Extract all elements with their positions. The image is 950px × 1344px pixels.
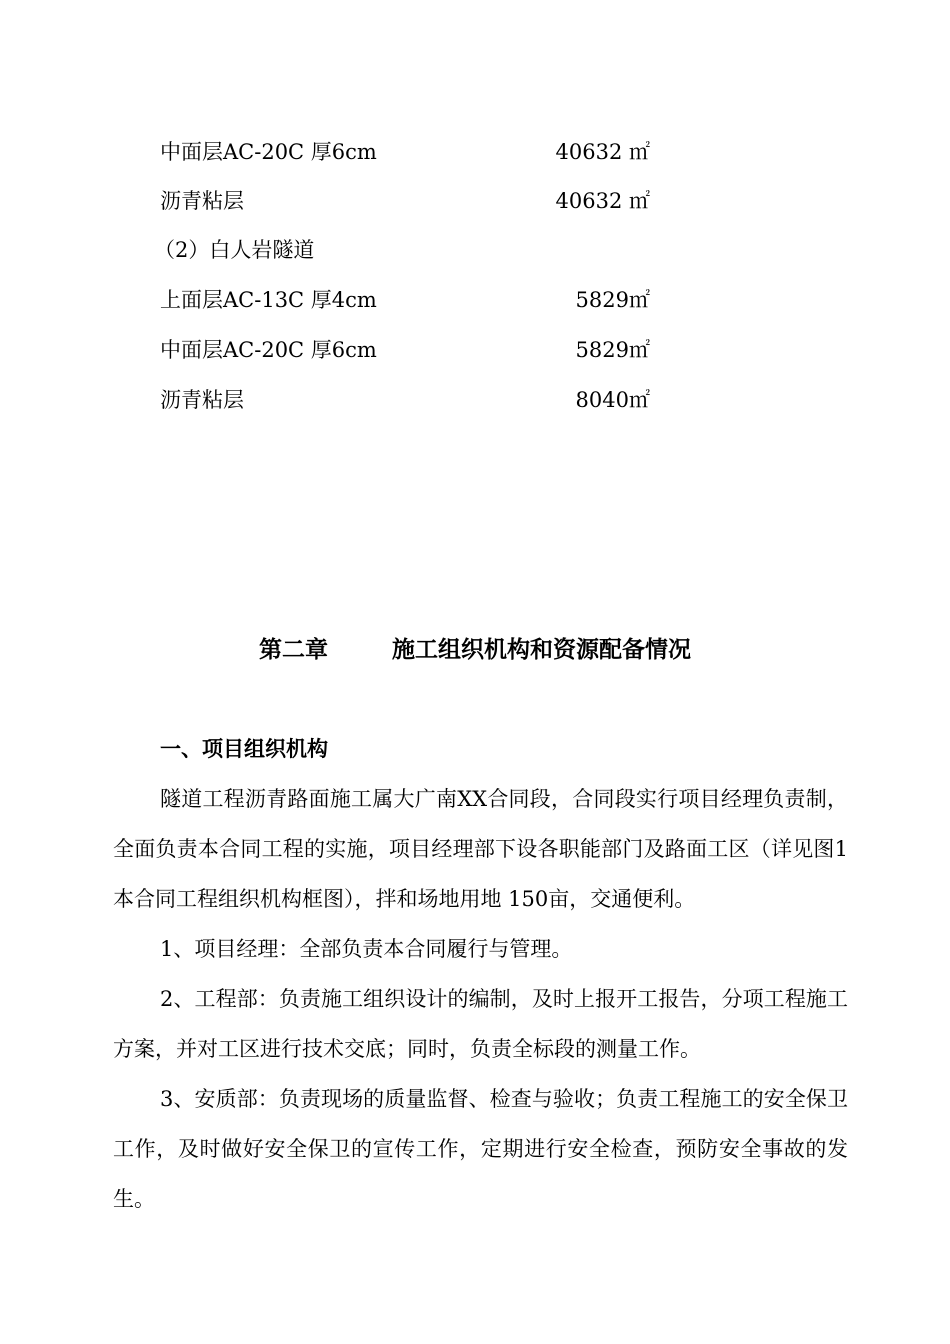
quantity-item-name: 上面层AC-13C 厚4cm xyxy=(160,288,377,312)
quantity-row xyxy=(160,335,650,365)
quantity-item-name: 中面层AC-20C 厚6cm xyxy=(160,140,377,164)
quantity-item-value: 5829㎡ xyxy=(575,338,650,362)
body-paragraph: 3、安质部：负责现场的质量监督、检查与验收；负责工程施工的安全保卫工作，及时做好安全保卫的宣传工作，定期进行安全检查，预防安全事故的发生。 xyxy=(113,1087,848,1211)
quantity-item-value: 5829㎡ xyxy=(575,288,650,312)
chapter-title: 第二章 施工组织机构和资源配备情况 xyxy=(258,637,692,663)
quantity-item-name: 沥青粘层 xyxy=(160,189,244,213)
quantity-item-name: 中面层AC-20C 厚6cm xyxy=(160,338,377,362)
body-paragraph: 2、工程部：负责施工组织设计的编制，及时上报开工报告，分项工程施工方案，并对工区进行技术交底；同时，负责全标段的测量工作。 xyxy=(113,987,848,1061)
quantity-row xyxy=(160,285,650,315)
quantity-row xyxy=(160,186,650,216)
quantity-item-value: 40632 ㎡ xyxy=(555,140,650,164)
subsection-heading: （2）白人岩隧道 xyxy=(154,238,315,262)
quantity-row xyxy=(160,385,650,415)
body-paragraph: 隧道工程沥青路面施工属大广南XX合同段，合同段实行项目经理负责制，全面负责本合同工程的实施，项目经理部下设各职能部门及路面工区（详见图1本合同工程组织机构框图），拌和场地用地 150亩，交通便利。 xyxy=(113,787,848,911)
quantity-item-name: 沥青粘层 xyxy=(160,388,244,412)
body-paragraph: 1、项目经理：全部负责本合同履行与管理。 xyxy=(160,937,573,961)
quantity-item-value: 8040㎡ xyxy=(575,388,650,412)
section-heading: 一、项目组织机构 xyxy=(160,737,328,761)
quantity-item-value: 40632 ㎡ xyxy=(555,189,650,213)
quantity-row xyxy=(160,137,650,167)
